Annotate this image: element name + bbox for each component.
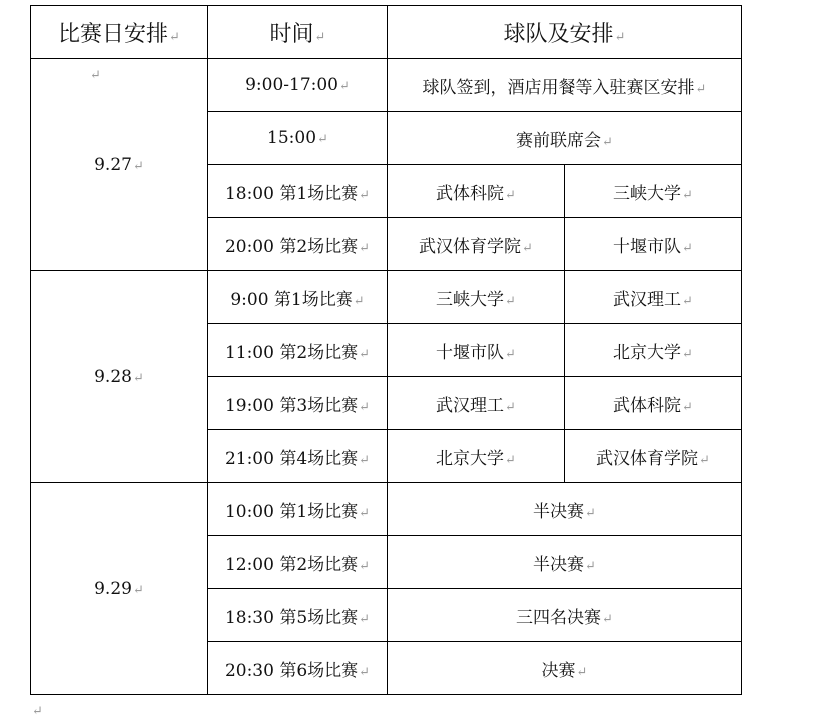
header-teams: 球队及安排↵ [388,6,742,59]
event-cell: 球队签到，酒店用餐等入驻赛区安排↵ [388,59,742,112]
time-cell: 12:00 第2场比赛↵ [208,536,388,589]
team-a-cell: 北京大学↵ [388,430,565,483]
table-row [31,59,742,112]
date-cell: 9.28↵ [31,271,208,483]
team-a-cell: 武汉理工↵ [388,377,565,430]
table-row [31,271,742,324]
event-cell: 赛前联席会↵ [388,112,742,165]
event-cell: 半决赛↵ [388,483,742,536]
schedule-table [30,5,742,695]
time-cell: 21:00 第4场比赛↵ [208,430,388,483]
team-b-cell: 武汉体育学院↵ [565,430,742,483]
time-cell: 11:00 第2场比赛↵ [208,324,388,377]
team-b-cell: 武体科院↵ [565,377,742,430]
team-a-cell: 十堰市队↵ [388,324,565,377]
paragraph-mark: ↵ [90,68,101,83]
time-cell: 18:00 第1场比赛↵ [208,165,388,218]
event-cell: 半决赛↵ [388,536,742,589]
time-cell: 20:00 第2场比赛↵ [208,218,388,271]
time-cell: 9:00-17:00↵ [208,59,388,112]
date-cell: 9.29↵ [31,483,208,695]
header-row [31,6,742,59]
team-a-cell: 武体科院↵ [388,165,565,218]
time-cell: 19:00 第3场比赛↵ [208,377,388,430]
team-b-cell: 十堰市队↵ [565,218,742,271]
paragraph-mark: ↵ [32,704,43,719]
team-b-cell: 武汉理工↵ [565,271,742,324]
team-b-cell: 三峡大学↵ [565,165,742,218]
team-b-cell: 北京大学↵ [565,324,742,377]
event-cell: 决赛↵ [388,642,742,695]
team-a-cell: 武汉体育学院↵ [388,218,565,271]
time-cell: 10:00 第1场比赛↵ [208,483,388,536]
time-cell: 18:30 第5场比赛↵ [208,589,388,642]
header-date: 比赛日安排↵ [31,6,208,59]
time-cell: 9:00 第1场比赛↵ [208,271,388,324]
table-row [31,483,742,536]
date-cell: 9.27↵ [31,59,208,271]
event-cell: 三四名决赛↵ [388,589,742,642]
time-cell: 20:30 第6场比赛↵ [208,642,388,695]
header-time: 时间↵ [208,6,388,59]
time-cell: 15:00↵ [208,112,388,165]
team-a-cell: 三峡大学↵ [388,271,565,324]
